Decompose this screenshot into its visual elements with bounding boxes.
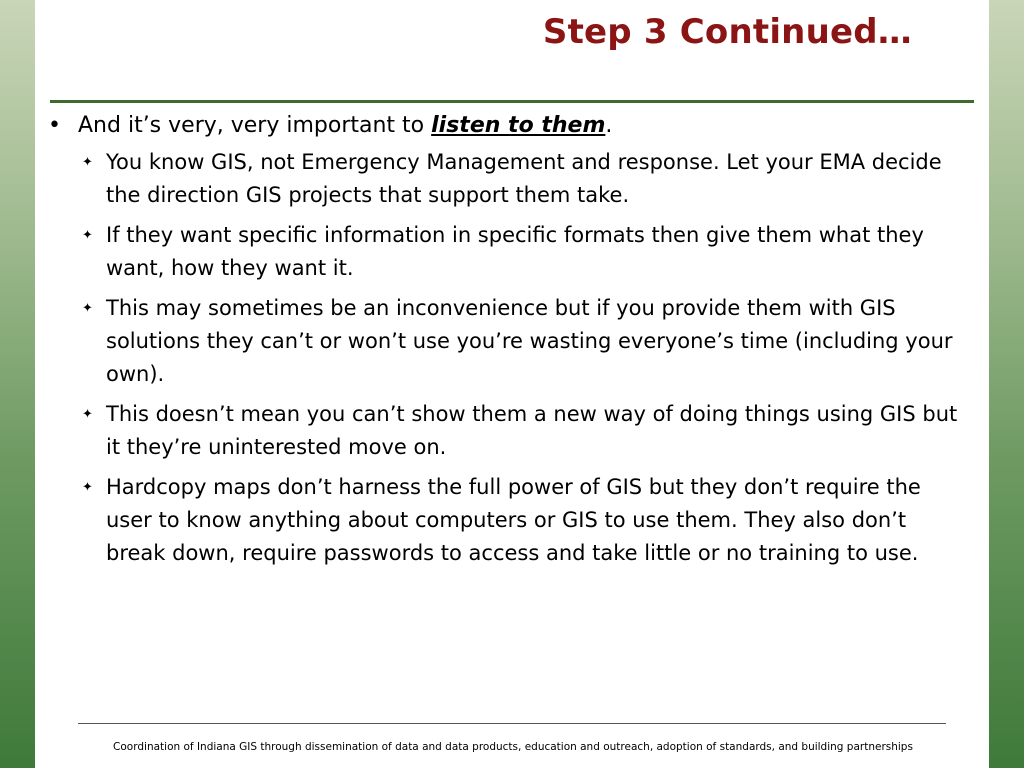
sub-bullet-text: This doesn’t mean you can’t show them a new way of doing things using GIS but it they’re uninterested move on. bbox=[106, 402, 958, 459]
sub-bullet-text: This may sometimes be an inconvenience but if you provide them with GIS solutions they can’t or won’t use you’re wasting everyone’s time (including your own). bbox=[106, 296, 953, 386]
footer-text: Coordination of Indiana GIS through dissemination of data and data products, education and outreach, adoption of standards, and building partnerships bbox=[113, 741, 913, 753]
sub-bullet-item bbox=[48, 292, 978, 391]
left-decorative-bar bbox=[0, 0, 35, 768]
slide-content bbox=[48, 110, 978, 577]
four-point-star-icon: ✦ bbox=[82, 407, 93, 422]
sub-bullet-text: Hardcopy maps don’t harness the full power of GIS but they don’t require the user to know anything about computers or GIS to use them. They also don’t break down, require passwords to access and take little or no training to use. bbox=[106, 475, 921, 565]
four-point-star-icon: ✦ bbox=[82, 301, 93, 316]
sub-bullet-list bbox=[48, 146, 978, 570]
sub-bullet-text: If they want specific information in specific formats then give them what they want, how they want it. bbox=[106, 223, 924, 280]
main-bullet-emphasis: listen to them bbox=[431, 113, 606, 138]
sub-bullet-item bbox=[48, 471, 978, 570]
main-bullet bbox=[48, 110, 978, 142]
sub-bullet-item bbox=[48, 146, 978, 212]
sub-bullet-item bbox=[48, 219, 978, 285]
four-point-star-icon: ✦ bbox=[82, 228, 93, 243]
sub-bullet-text: You know GIS, not Emergency Management and response. Let your EMA decide the direction GIS projects that support them take. bbox=[106, 150, 942, 207]
sub-bullet-item bbox=[48, 398, 978, 464]
bullet-dot-icon: • bbox=[48, 113, 61, 138]
slide-title: Step 3 Continued… bbox=[542, 12, 912, 52]
four-point-star-icon: ✦ bbox=[82, 155, 93, 170]
four-point-star-icon: ✦ bbox=[82, 480, 93, 495]
footer-divider bbox=[78, 723, 946, 724]
right-decorative-bar bbox=[989, 0, 1024, 768]
main-bullet-prefix: And it’s very, very important to bbox=[78, 113, 432, 138]
title-divider bbox=[50, 100, 974, 103]
main-bullet-suffix: . bbox=[605, 113, 613, 138]
